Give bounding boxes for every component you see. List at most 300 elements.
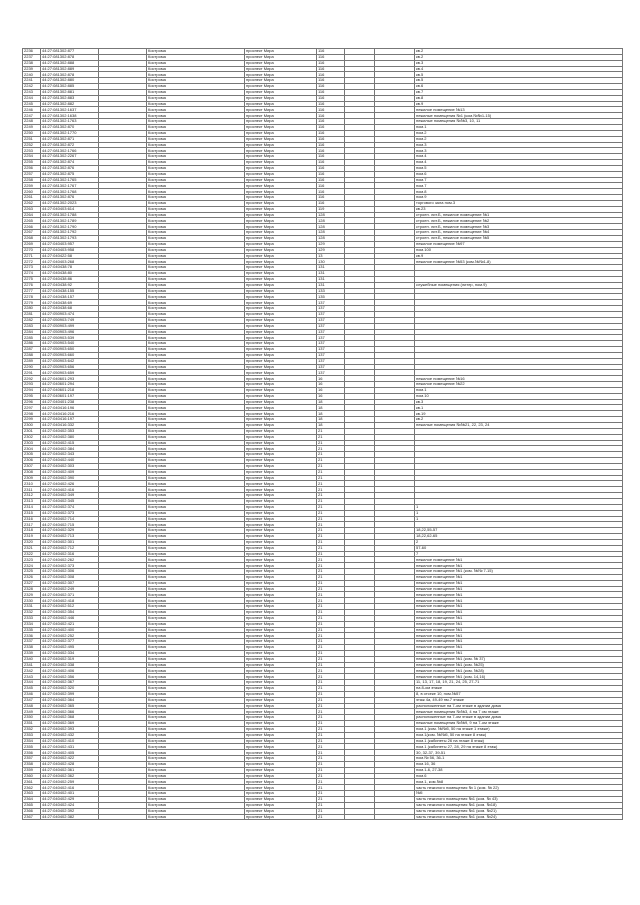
house-number-cell: 128	[317, 218, 345, 224]
street-cell: проспект Мира	[245, 534, 317, 540]
house-number-cell: 21	[317, 767, 345, 773]
street-cell: проспект Мира	[245, 347, 317, 353]
city-cell: Кострома	[147, 300, 245, 306]
row-number-cell: 2325	[23, 569, 41, 575]
street-cell: проспект Мира	[245, 417, 317, 423]
row-number-cell: 2303	[23, 440, 41, 446]
row-number-cell: 2309	[23, 475, 41, 481]
street-cell: проспект Мира	[245, 89, 317, 95]
city-cell: Кострома	[147, 130, 245, 136]
row-number-cell: 2253	[23, 148, 41, 154]
row-number-cell: 2265	[23, 218, 41, 224]
premises-note-cell: нежилое помещение №1	[415, 621, 623, 627]
street-cell: проспект Мира	[245, 446, 317, 452]
city-cell: Кострома	[147, 814, 245, 820]
cadastral-number-cell: 44:27:040438:80	[41, 271, 99, 277]
house-number-cell: 21	[317, 744, 345, 750]
street-cell: проспект Мира	[245, 271, 317, 277]
premises-note-cell: пом.1	[415, 124, 623, 130]
street-cell: проспект Мира	[245, 680, 317, 686]
house-number-cell: 16	[317, 387, 345, 393]
registry-table-body	[23, 49, 623, 820]
street-cell: проспект Мира	[245, 136, 317, 142]
house-number-cell: 21	[317, 691, 345, 697]
premises-note-cell: часть нежилого помещения №1 (ком. №18)	[415, 802, 623, 808]
cadastral-number-cell: 44:27:040402:416	[41, 487, 99, 493]
street-cell: проспект Мира	[245, 84, 317, 90]
row-number-cell: 2311	[23, 487, 41, 493]
premises-note-cell: нежилое помещение №1	[415, 615, 623, 621]
premises-note-cell: нежилое помещение №22	[415, 382, 623, 388]
row-number-cell: 2250	[23, 130, 41, 136]
street-cell: проспект Мира	[245, 259, 317, 265]
house-number-cell: 21	[317, 645, 345, 651]
cadastral-number-cell: 44:27:040402:401	[41, 791, 99, 797]
cadastral-number-cell: 44:27:081302:872	[41, 142, 99, 148]
house-number-cell: 21	[317, 761, 345, 767]
street-cell: проспект Мира	[245, 60, 317, 66]
house-number-cell: 21	[317, 668, 345, 674]
premises-note-cell: нежилое помещение №13	[415, 107, 623, 113]
cadastral-number-cell: 44:27:081302:1765	[41, 177, 99, 183]
street-cell: проспект Мира	[245, 107, 317, 113]
premises-note-cell: пом.4	[415, 160, 623, 166]
house-number-cell: 21	[317, 732, 345, 738]
cadastral-number-cell: 44:27:040438:155	[41, 288, 99, 294]
row-number-cell: 2346	[23, 691, 41, 697]
premises-note-cell: кв.23	[415, 206, 623, 212]
city-cell: Кострома	[147, 656, 245, 662]
row-number-cell: 2248	[23, 119, 41, 125]
cadastral-number-cell: 44:27:040402:446	[41, 615, 99, 621]
row-number-cell: 2249	[23, 124, 41, 130]
street-cell: проспект Мира	[245, 323, 317, 329]
premises-note-cell: часть нежилого помещения № 1 (ком. № 22)	[415, 785, 623, 791]
city-cell: Кострома	[147, 276, 245, 282]
cadastral-number-cell: 44:27:040402:440	[41, 458, 99, 464]
premises-note-cell: нежилое помещение №1	[415, 650, 623, 656]
house-number-cell: 16	[317, 376, 345, 382]
street-cell: проспект Мира	[245, 200, 317, 206]
row-number-cell: 2308	[23, 469, 41, 475]
street-cell: проспект Мира	[245, 276, 317, 282]
city-cell: Кострома	[147, 481, 245, 487]
cadastral-number-cell: 44:27:040402:319	[41, 656, 99, 662]
cadastral-number-cell: 44:27:040438:92	[41, 282, 99, 288]
cadastral-number-cell: 44:27:050903:650	[41, 347, 99, 353]
city-cell: Кострома	[147, 767, 245, 773]
city-cell: Кострома	[147, 557, 245, 563]
street-cell: проспект Мира	[245, 756, 317, 762]
premises-note-cell: кв.3	[415, 399, 623, 405]
row-number-cell: 2331	[23, 604, 41, 610]
city-cell: Кострома	[147, 446, 245, 452]
row-number-cell: 2301	[23, 428, 41, 434]
premises-note-cell: часть нежилого помещения №1 (ком. № 43)	[415, 797, 623, 803]
house-number-cell: 116	[317, 60, 345, 66]
premises-note-cell: 11, 13, 17, 18, 19, 21, 24, 25, 27-71	[415, 680, 623, 686]
premises-note-cell: нежилое помещение №16	[415, 376, 623, 382]
house-number-cell: 21	[317, 703, 345, 709]
house-number-cell: 21	[317, 469, 345, 475]
row-number-cell: 2261	[23, 195, 41, 201]
city-cell: Кострома	[147, 411, 245, 417]
row-number-cell: 2272	[23, 259, 41, 265]
premises-note-cell: нежилое помещение №1 (ком. №№ 7-15)	[415, 569, 623, 575]
street-cell: проспект Мира	[245, 674, 317, 680]
street-cell: проспект Мира	[245, 95, 317, 101]
cadastral-number-cell: 44:27:081302:1763	[41, 119, 99, 125]
street-cell: проспект Мира	[245, 767, 317, 773]
house-number-cell: 116	[317, 142, 345, 148]
city-cell: Кострома	[147, 282, 245, 288]
row-number-cell: 2323	[23, 557, 41, 563]
city-cell: Кострома	[147, 598, 245, 604]
premises-note-cell: пом.1 (кабинеты 27, 28, 29 на этаже 8 этаж)	[415, 744, 623, 750]
city-cell: Кострома	[147, 212, 245, 218]
premises-note-cell: пом.10	[415, 393, 623, 399]
house-number-cell: 18	[317, 417, 345, 423]
street-cell: проспект Мира	[245, 393, 317, 399]
cadastral-number-cell: 44:27:081302:1766	[41, 148, 99, 154]
cadastral-number-cell: 44:27:040402:424	[41, 802, 99, 808]
house-number-cell: 18	[317, 405, 345, 411]
row-number-cell: 2330	[23, 598, 41, 604]
cadastral-number-cell: 44:27:040402:303	[41, 463, 99, 469]
street-cell: проспект Мира	[245, 452, 317, 458]
premises-note-cell: нежилое помещение №1	[415, 586, 623, 592]
cadastral-number-cell: 44:27:040402:715	[41, 522, 99, 528]
street-cell: проспект Мира	[245, 750, 317, 756]
premises-note-cell: кв.1	[415, 405, 623, 411]
house-number-cell: 21	[317, 621, 345, 627]
city-cell: Кострома	[147, 498, 245, 504]
city-cell: Кострома	[147, 271, 245, 277]
city-cell: Кострома	[147, 364, 245, 370]
cadastral-number-cell: 44:27:040402:301	[41, 539, 99, 545]
cadastral-number-cell: 44:27:040403:268	[41, 259, 99, 265]
street-cell: проспект Мира	[245, 294, 317, 300]
house-number-cell: 137	[317, 370, 345, 376]
row-number-cell: 2268	[23, 236, 41, 242]
cadastral-number-cell: 44:27:081302:1638	[41, 113, 99, 119]
row-number-cell: 2238	[23, 60, 41, 66]
premises-note-cell: пом.3	[415, 148, 623, 154]
row-number-cell: 2247	[23, 113, 41, 119]
row-number-cell: 2286	[23, 341, 41, 347]
street-cell: проспект Мира	[245, 160, 317, 166]
row-number-cell: 2279	[23, 300, 41, 306]
house-number-cell: 21	[317, 709, 345, 715]
row-number-cell: 2276	[23, 282, 41, 288]
cadastral-number-cell: 44:27:040402:354	[41, 610, 99, 616]
street-cell: проспект Мира	[245, 54, 317, 60]
city-cell: Кострома	[147, 60, 245, 66]
house-number-cell: 21	[317, 656, 345, 662]
premises-note-cell: кв.2	[415, 54, 623, 60]
street-cell: проспект Мира	[245, 802, 317, 808]
house-number-cell: 21	[317, 610, 345, 616]
house-number-cell: 21	[317, 434, 345, 440]
row-number-cell: 2285	[23, 335, 41, 341]
cadastral-number-cell: 44:27:040402:329	[41, 528, 99, 534]
city-cell: Кострома	[147, 703, 245, 709]
city-cell: Кострома	[147, 183, 245, 189]
city-cell: Кострома	[147, 510, 245, 516]
house-number-cell: 16	[317, 382, 345, 388]
cadastral-number-cell: 44:27:081302:1788	[41, 212, 99, 218]
premises-note-cell: кв.5	[415, 72, 623, 78]
city-cell: Кострома	[147, 247, 245, 253]
street-cell: проспект Мира	[245, 189, 317, 195]
street-cell: проспект Мира	[245, 487, 317, 493]
street-cell: проспект Мира	[245, 703, 317, 709]
street-cell: проспект Мира	[245, 165, 317, 171]
cadastral-number-cell: 44:27:040402:712	[41, 545, 99, 551]
cadastral-number-cell: 44:27:040402:393	[41, 726, 99, 732]
city-cell: Кострома	[147, 49, 245, 55]
cadastral-number-cell: 44:27:040438:69	[41, 300, 99, 306]
house-number-cell: 116	[317, 72, 345, 78]
city-cell: Кострома	[147, 463, 245, 469]
row-number-cell: 2324	[23, 563, 41, 569]
street-cell: проспект Мира	[245, 668, 317, 674]
street-cell: проспект Мира	[245, 685, 317, 691]
street-cell: проспект Мира	[245, 726, 317, 732]
house-number-cell: 128	[317, 212, 345, 218]
city-cell: Кострома	[147, 715, 245, 721]
city-cell: Кострома	[147, 791, 245, 797]
city-cell: Кострома	[147, 604, 245, 610]
house-number-cell: 137	[317, 311, 345, 317]
street-cell: проспект Мира	[245, 463, 317, 469]
row-number-cell: 2277	[23, 288, 41, 294]
street-cell: проспект Мира	[245, 539, 317, 545]
city-cell: Кострома	[147, 317, 245, 323]
city-cell: Кострома	[147, 773, 245, 779]
city-cell: Кострома	[147, 797, 245, 803]
house-number-cell: 21	[317, 650, 345, 656]
street-cell: проспект Мира	[245, 101, 317, 107]
row-number-cell: 2322	[23, 551, 41, 557]
premises-note-cell: нежилые помещения №№9, 9 на 7-ом этаже	[415, 721, 623, 727]
city-cell: Кострома	[147, 66, 245, 72]
cadastral-number-cell: 44:27:040403:958	[41, 247, 99, 253]
street-cell: проспект Мира	[245, 113, 317, 119]
premises-note-cell: на 8-ом этаже	[415, 685, 623, 691]
premises-note-cell: 7	[415, 551, 623, 557]
cadastral-number-cell: 44:27:040402:367	[41, 680, 99, 686]
cadastral-number-cell: 44:27:081302:1767	[41, 183, 99, 189]
house-number-cell: 116	[317, 200, 345, 206]
house-number-cell: 18	[317, 423, 345, 429]
city-cell: Кострома	[147, 124, 245, 130]
city-cell: Кострома	[147, 633, 245, 639]
premises-note-cell: расположенные на 7-ом этаже в здании дома	[415, 715, 623, 721]
cadastral-number-cell: 44:27:040402:249	[41, 586, 99, 592]
city-cell: Кострома	[147, 189, 245, 195]
street-cell: проспект Мира	[245, 627, 317, 633]
city-cell: Кострома	[147, 405, 245, 411]
row-number-cell: 2244	[23, 95, 41, 101]
house-number-cell: 116	[317, 165, 345, 171]
row-number-cell: 2342	[23, 668, 41, 674]
street-cell: проспект Мира	[245, 171, 317, 177]
row-number-cell: 2257	[23, 171, 41, 177]
premises-note-cell: пом.1(ком. №№5, 50 на этаже 8 этаж)	[415, 732, 623, 738]
premises-note-cell: нежилое помещение №1	[415, 627, 623, 633]
premises-note-cell: кв.19	[415, 411, 623, 417]
row-number-cell: 2306	[23, 458, 41, 464]
street-cell: проспект Мира	[245, 639, 317, 645]
row-number-cell: 2345	[23, 685, 41, 691]
street-cell: проспект Мира	[245, 329, 317, 335]
house-number-cell: 21	[317, 615, 345, 621]
street-cell: проспект Мира	[245, 779, 317, 785]
city-cell: Кострома	[147, 329, 245, 335]
premises-note-cell: пом.4	[415, 154, 623, 160]
premises-note-cell: 18,22,55-57	[415, 528, 623, 534]
house-number-cell: 137	[317, 364, 345, 370]
row-number-cell: 2354	[23, 738, 41, 744]
city-cell: Кострома	[147, 311, 245, 317]
row-number-cell: 2281	[23, 311, 41, 317]
street-cell: проспект Мира	[245, 656, 317, 662]
cadastral-number-cell: 44:27:040402:713	[41, 534, 99, 540]
row-number-cell: 2284	[23, 329, 41, 335]
city-cell: Кострома	[147, 72, 245, 78]
house-number-cell: 21	[317, 510, 345, 516]
premises-note-cell: нежилые помещения №№3, 4 на 7 ом этаже	[415, 709, 623, 715]
premises-note-cell: нежилое помещение №1 (ком. № 37)	[415, 656, 623, 662]
row-number-cell: 2280	[23, 306, 41, 312]
city-cell: Кострома	[147, 206, 245, 212]
registry-table	[22, 48, 623, 820]
premises-note-cell: кв.2	[415, 49, 623, 55]
premises-note-cell: пом.2	[415, 136, 623, 142]
street-cell: проспект Мира	[245, 183, 317, 189]
city-cell: Кострома	[147, 428, 245, 434]
street-cell: проспект Мира	[245, 428, 317, 434]
row-number-cell: 2299	[23, 417, 41, 423]
street-cell: проспект Мира	[245, 317, 317, 323]
row-number-cell: 2353	[23, 732, 41, 738]
row-number-cell: 2305	[23, 452, 41, 458]
city-cell: Кострома	[147, 458, 245, 464]
city-cell: Кострома	[147, 732, 245, 738]
house-number-cell: 21	[317, 440, 345, 446]
row-number-cell: 2349	[23, 709, 41, 715]
house-number-cell: 130	[317, 259, 345, 265]
premises-note-cell: нежилые помещения №№21, 22, 23, 24	[415, 423, 623, 429]
row-number-cell: 2319	[23, 534, 41, 540]
house-number-cell: 21	[317, 528, 345, 534]
row-number-cell: 2242	[23, 84, 41, 90]
cadastral-number-cell: 44:27:040402:512	[41, 604, 99, 610]
cadastral-number-cell: 44:27:040402:356	[41, 674, 99, 680]
street-cell: проспект Мира	[245, 732, 317, 738]
street-cell: проспект Мира	[245, 358, 317, 364]
premises-note-cell: нежилое помещение №1 (ком. №28)	[415, 668, 623, 674]
street-cell: проспект Мира	[245, 738, 317, 744]
house-number-cell: 116	[317, 160, 345, 166]
cadastral-number-cell: 44:27:040402:252	[41, 633, 99, 639]
house-number-cell: 21	[317, 697, 345, 703]
premises-note-cell: пом.6	[415, 171, 623, 177]
house-number-cell: 21	[317, 797, 345, 803]
cadastral-number-cell: 44:27:040402:349	[41, 493, 99, 499]
cadastral-number-cell: 44:27:081302:880	[41, 78, 99, 84]
premises-note-cell: нежилое помещение №1	[415, 574, 623, 580]
city-cell: Кострома	[147, 165, 245, 171]
house-number-cell: 116	[317, 136, 345, 142]
row-number-cell: 2340	[23, 656, 41, 662]
row-number-cell: 2304	[23, 446, 41, 452]
street-cell: проспект Мира	[245, 49, 317, 55]
city-cell: Кострома	[147, 107, 245, 113]
row-number-cell: 2357	[23, 756, 41, 762]
premises-note-cell: кв.2	[415, 417, 623, 423]
premises-note-cell: нежилое помещение №53 (ком.№№1-8)	[415, 259, 623, 265]
house-number-cell: 21	[317, 539, 345, 545]
row-number-cell: 2246	[23, 107, 41, 113]
house-number-cell: 137	[317, 347, 345, 353]
city-cell: Кострома	[147, 750, 245, 756]
house-number-cell: 21	[317, 791, 345, 797]
cadastral-number-cell: 44:27:040416:332	[41, 423, 99, 429]
cadastral-number-cell: 44:27:040438:157	[41, 294, 99, 300]
cadastral-number-cell: 44:27:040402:400	[41, 627, 99, 633]
house-number-cell: 21	[317, 428, 345, 434]
premises-note-cell: 57-60	[415, 545, 623, 551]
premises-note-cell: нежилое помещение №1	[415, 633, 623, 639]
house-number-cell: 116	[317, 107, 345, 113]
row-number-cell: 2292	[23, 376, 41, 382]
cadastral-number-cell: 44:27:040402:364	[41, 697, 99, 703]
street-cell: проспект Мира	[245, 405, 317, 411]
row-number-cell: 2332	[23, 610, 41, 616]
row-number-cell: 2258	[23, 177, 41, 183]
house-number-cell: 21	[317, 662, 345, 668]
premises-note-cell: 30, 32-37, 39-51	[415, 750, 623, 756]
premises-note-cell: строен. лит.Б, нежилое помещение №4	[415, 230, 623, 236]
premises-note-cell: 2	[415, 539, 623, 545]
row-number-cell: 2239	[23, 66, 41, 72]
cadastral-number-cell: 44:27:040402:316	[41, 551, 99, 557]
house-number-cell: 135	[317, 294, 345, 300]
house-number-cell: 21	[317, 493, 345, 499]
house-number-cell: 116	[317, 54, 345, 60]
city-cell: Кострома	[147, 230, 245, 236]
row-number-cell: 2312	[23, 493, 41, 499]
street-cell: проспект Мира	[245, 545, 317, 551]
city-cell: Кострома	[147, 95, 245, 101]
row-number-cell: 2329	[23, 592, 41, 598]
street-cell: проспект Мира	[245, 440, 317, 446]
street-cell: проспект Мира	[245, 387, 317, 393]
city-cell: Кострома	[147, 423, 245, 429]
cadastral-number-cell: 44:27:040402:377	[41, 639, 99, 645]
house-number-cell: 116	[317, 130, 345, 136]
street-cell: проспект Мира	[245, 761, 317, 767]
city-cell: Кострома	[147, 504, 245, 510]
cadastral-number-cell: 44:27:040402:422	[41, 756, 99, 762]
row-number-cell: 2361	[23, 779, 41, 785]
city-cell: Кострома	[147, 674, 245, 680]
street-cell: проспект Мира	[245, 797, 317, 803]
house-number-cell: 21	[317, 773, 345, 779]
street-cell: проспект Мира	[245, 808, 317, 814]
